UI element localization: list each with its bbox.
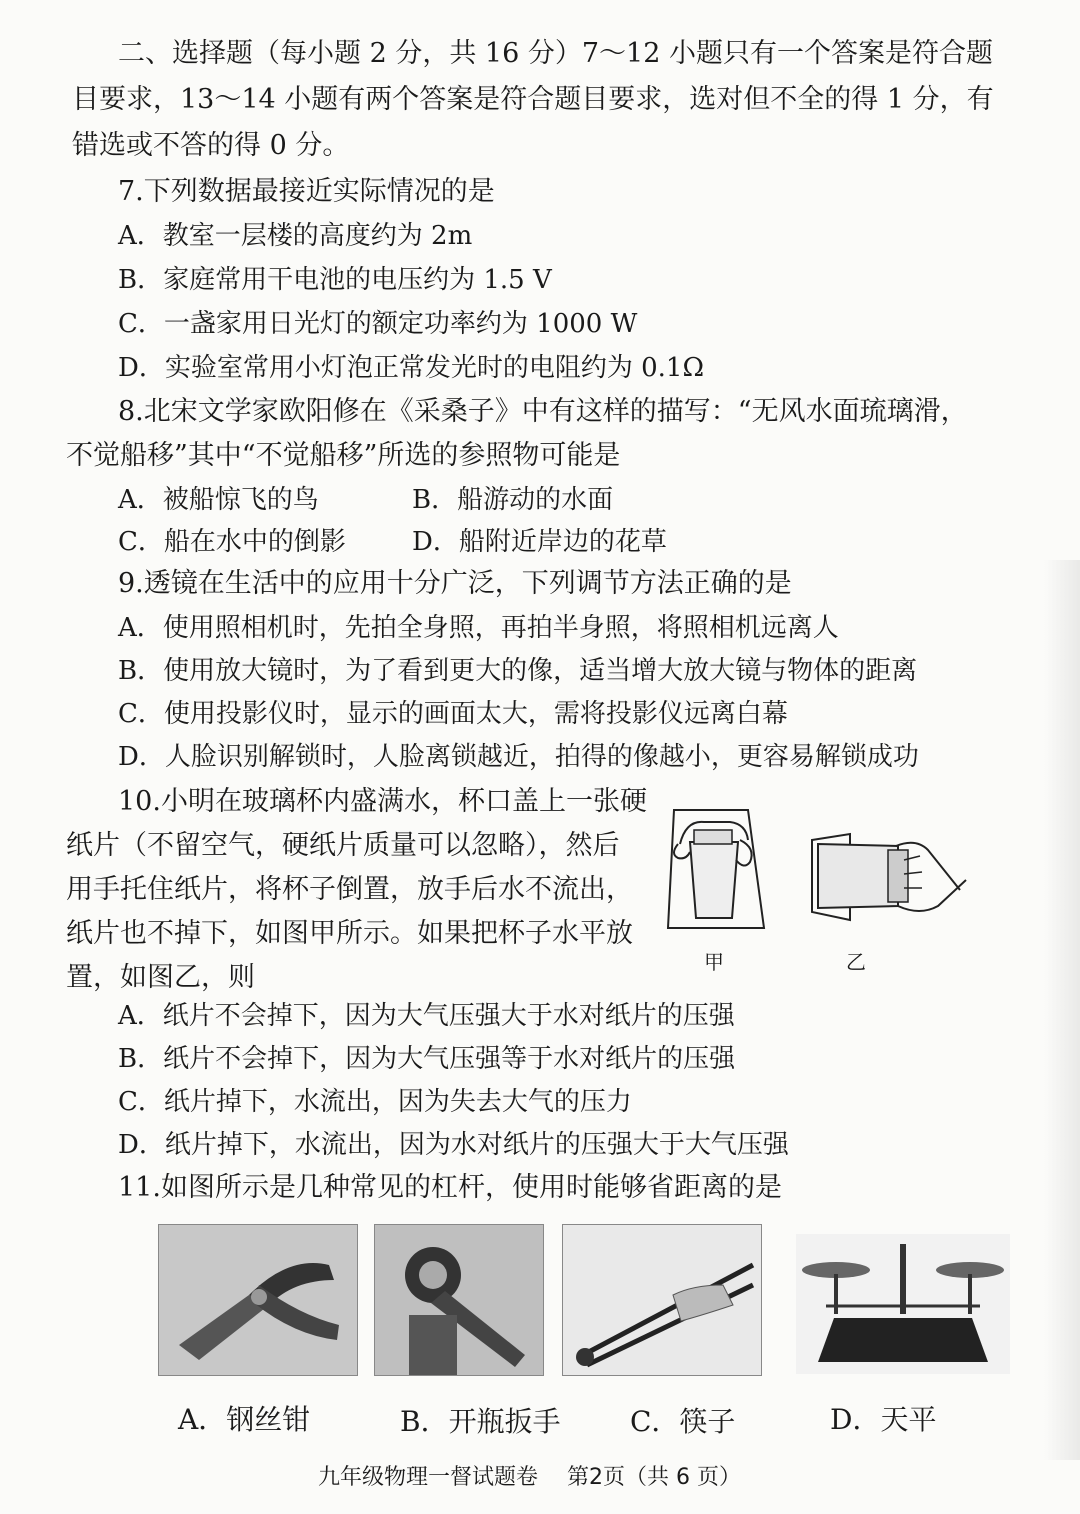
q10-stem-line-1: 10.小明在玻璃杯内盛满水，杯口盖上一张硬 [118,786,647,817]
q10-stem-line-4: 纸片也不掉下，如图甲所示。如果把杯子水平放 [66,918,633,949]
q11-caption-c: C．筷子 [630,1405,736,1438]
q8-option-b: B．船游动的水面 [412,485,614,515]
page-footer: 九年级物理一督试题卷 第2页（共 6 页） [318,1465,741,1490]
q10-stem-line-3: 用手托住纸片，将杯子倒置，放手后水不流出， [66,874,633,905]
q9-option-b: B．使用放大镜时，为了看到更大的像，适当增大放大镜与物体的距离 [118,656,918,686]
q8-option-a: A．被船惊飞的鸟 [118,485,319,515]
page-edge-shadow [1044,560,1080,1460]
q10-figure-label-yi: 乙 [846,950,866,974]
q11-caption-d: D．天平 [830,1403,937,1436]
q11-caption-a: A．钢丝钳 [178,1403,311,1436]
q7-option-d: D．实验室常用小灯泡正常发光时的电阻约为 0.1Ω [118,353,705,383]
q10-option-b: B．纸片不会掉下，因为大气压强等于水对纸片的压强 [118,1044,736,1074]
chopsticks-image [562,1224,762,1376]
bottle-opener-image [374,1224,544,1376]
q11-caption-b: B．开瓶扳手 [400,1405,561,1438]
section-heading-line-3: 错选或不答的得 0 分。 [72,130,350,161]
q10-figure-jia [660,800,770,940]
q10-option-d: D．纸片掉下，水流出，因为水对纸片的压强大于大气压强 [118,1130,789,1160]
q10-stem-line-2: 纸片（不留空气，硬纸片质量可以忽略），然后 [66,830,620,861]
section-heading-line-2: 目要求，13～14 小题有两个答案是符合题目要求，选对但不全的得 1 分，有 [72,84,994,115]
q10-option-c: C．纸片掉下，水流出，因为失去大气的压力 [118,1087,632,1117]
q11-stem: 11.如图所示是几种常见的杠杆，使用时能够省距离的是 [118,1172,782,1203]
q8-stem-line-2: 不觉船移”其中“不觉船移”所选的参照物可能是 [66,440,621,471]
q9-stem: 9.透镜在生活中的应用十分广泛，下列调节方法正确的是 [118,568,792,599]
section-heading-line-1: 二、选择题（每小题 2 分，共 16 分）7～12 小题只有一个答案是符合题 [118,38,993,69]
q7-option-b: B．家庭常用干电池的电压约为 1.5 V [118,265,552,295]
q9-option-a: A．使用照相机时，先拍全身照，再拍半身照，将照相机远离人 [118,613,839,643]
q8-option-d: D．船附近岸边的花草 [412,527,667,557]
q9-option-c: C．使用投影仪时，显示的画面太大，需将投影仪远离白幕 [118,699,788,729]
q7-stem: 7.下列数据最接近实际情况的是 [118,176,495,207]
q10-figure-label-jia: 甲 [704,950,724,974]
q7-option-a: A．教室一层楼的高度约为 2m [118,221,473,251]
q10-stem-line-5: 置，如图乙，则 [66,962,255,993]
balance-scale-image [796,1234,1010,1374]
q8-option-c: C．船在水中的倒影 [118,527,346,557]
q7-option-c: C．一盏家用日光灯的额定功率约为 1000 W [118,309,638,339]
q8-stem-line-1: 8.北宋文学家欧阳修在《采桑子》中有这样的描写：“无风水面琉璃滑， [118,396,968,427]
q10-figure-yi [800,820,970,930]
q10-option-a: A．纸片不会掉下，因为大气压强大于水对纸片的压强 [118,1001,735,1031]
q9-option-d: D．人脸识别解锁时，人脸离锁越近，拍得的像越小，更容易解锁成功 [118,742,919,772]
pliers-image [158,1224,358,1376]
